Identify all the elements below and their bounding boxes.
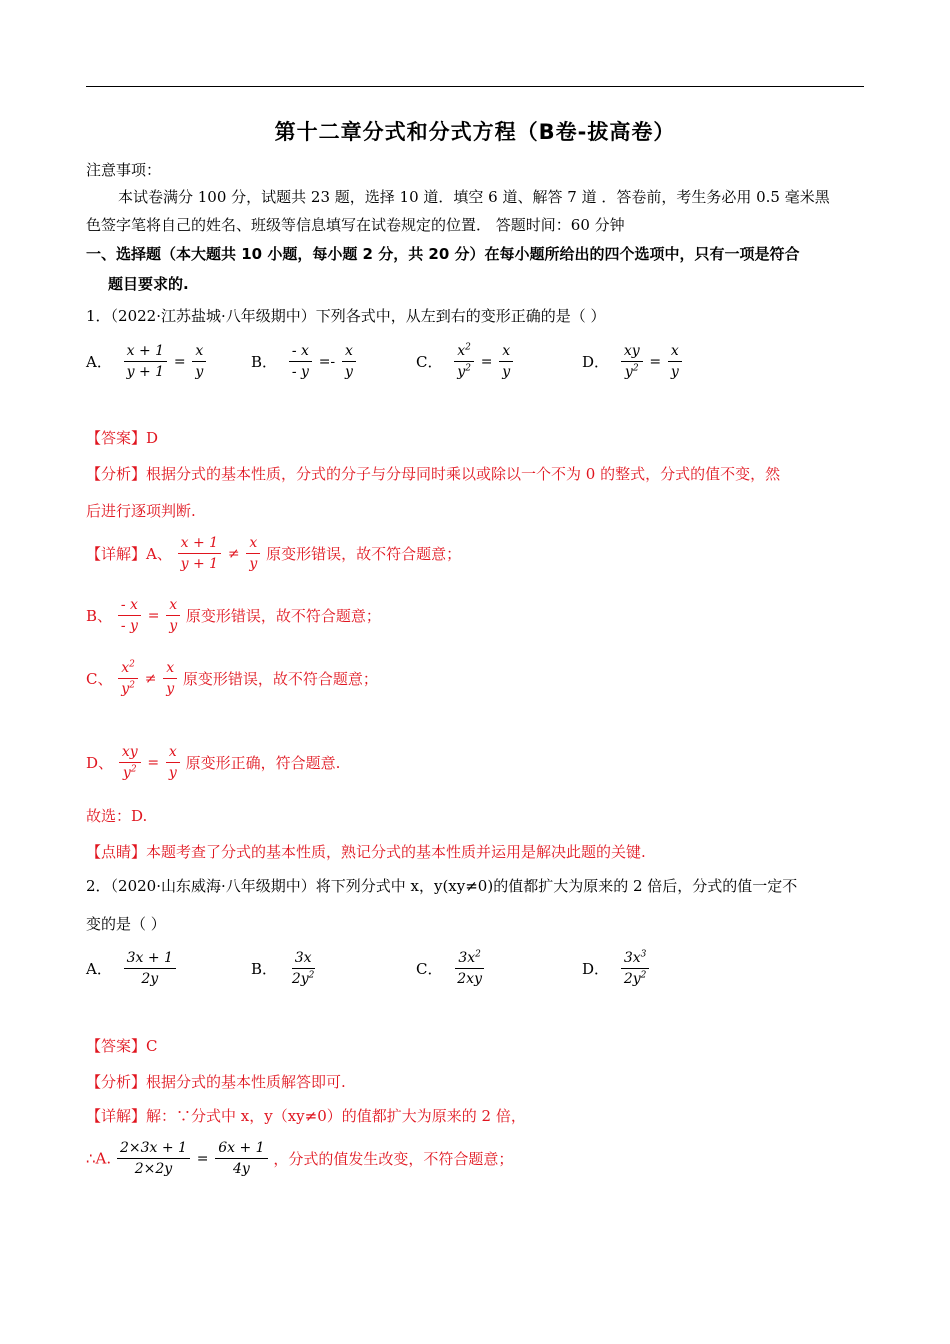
detail-text: 原变形正确，符合题意. <box>185 754 341 772</box>
fraction <box>166 744 180 781</box>
fraction: $\frac{3x^3}{2y^2}$ <box>621 950 650 987</box>
fraction: $\frac{x^2}{y^2}$ <box>454 343 474 380</box>
denominator: y <box>168 765 177 781</box>
fraction <box>192 343 206 380</box>
denominator: 4y <box>232 1161 250 1177</box>
fraction: $\frac{3x}{2y^2}$ <box>291 950 315 987</box>
q1-option-b <box>251 343 357 380</box>
numerator: x <box>166 744 180 763</box>
q2-option-c <box>416 950 486 987</box>
option-label: C． <box>416 960 443 978</box>
numerator: xy <box>119 744 141 763</box>
numerator: 6x + 1 <box>215 1140 267 1159</box>
denominator: 2×2y <box>134 1161 173 1177</box>
option-label: B． <box>251 960 278 978</box>
operator: =- <box>318 353 336 370</box>
section-heading-line-1: 一、选择题（本大题共 10 小题，每小题 2 分，共 20 分）在每小题所给出的四个选项中，只有一项是符合 <box>86 245 800 263</box>
q2-option-b <box>251 950 318 987</box>
operator: = <box>649 353 662 370</box>
operator: ≠ <box>144 670 157 687</box>
numerator: x <box>121 660 130 676</box>
numerator: 2×3x + 1 <box>117 1140 190 1159</box>
q1-analysis-line-1: 【分析】根据分式的基本性质，分式的分子与分母同时乘以或除以一个不为 0 的整式，分式的值不变，然 <box>86 465 781 483</box>
numerator: xy <box>621 343 643 362</box>
numerator: x <box>457 343 466 359</box>
option-label: C． <box>416 353 443 371</box>
detail-prefix: ∴A. <box>86 1149 112 1168</box>
denominator: y + 1 <box>180 556 219 572</box>
q2-detail-a <box>86 1140 513 1177</box>
fraction <box>163 660 177 697</box>
fraction <box>289 343 312 380</box>
denominator: y + 1 <box>126 364 165 380</box>
numerator: x <box>342 343 356 362</box>
q1-detail-c <box>86 660 378 697</box>
denominator: y <box>195 364 204 380</box>
operator: = <box>147 607 160 624</box>
numerator: - x <box>118 597 141 616</box>
operator: = <box>480 353 493 370</box>
detail-prefix: 【详解】A、 <box>86 545 172 563</box>
numerator: 3x <box>623 950 641 966</box>
page-title: 第十二章分式和分式方程（B卷-拔高卷） <box>274 120 676 144</box>
q1-analysis-line-2: 后进行逐项判断. <box>86 502 196 520</box>
fraction <box>124 950 176 987</box>
denominator: y <box>344 364 353 380</box>
section-heading-line-2: 题目要求的. <box>108 275 189 293</box>
operator: = <box>173 353 186 370</box>
fraction <box>166 597 180 634</box>
denominator: y <box>122 765 131 781</box>
operator: = <box>147 754 160 771</box>
detail-text: 原变形错误，故不符合题意； <box>185 607 381 625</box>
fraction <box>668 343 682 380</box>
fraction <box>246 535 260 572</box>
q2-detail: 【详解】解：∵分式中 x，y（xy≠0）的值都扩大为原来的 2 倍， <box>86 1107 526 1125</box>
q2-stem-line-2: 变的是（ ） <box>86 915 166 933</box>
q1-answer: 【答案】D <box>86 429 159 447</box>
fraction <box>499 343 513 380</box>
q2-option-a <box>86 950 177 987</box>
numerator: 3x <box>292 950 315 969</box>
q1-stem: 1．（2022·江苏盐城·八年级期中）下列各式中，从左到右的变形正确的是（ ） <box>86 307 606 325</box>
fraction <box>342 343 356 380</box>
notice-line-2: 色签字笔将自己的姓名、班级等信息填写在试卷规定的位置． 答题时间：60 分钟 <box>86 216 625 234</box>
q1-conclusion: 故选：D. <box>86 807 148 825</box>
option-label: D． <box>582 960 610 978</box>
denominator: - y <box>291 364 309 380</box>
numerator: x <box>668 343 682 362</box>
q2-stem-line-1: 2．（2020·山东威海·八年级期中）将下列分式中 x，y(xy≠0)的值都扩大为原来的 2 倍后，分式的值一定不 <box>86 877 798 895</box>
q1-detail-a <box>86 535 461 572</box>
numerator: 3x <box>458 950 476 966</box>
fraction: $\frac{x^2}{y^2}$ <box>118 660 138 697</box>
numerator: x <box>192 343 206 362</box>
denominator: y <box>121 681 130 697</box>
q1-option-d <box>582 343 683 380</box>
fraction <box>178 535 221 572</box>
denominator: 2y <box>141 971 159 987</box>
notice-line-1: 本试卷满分 100 分，试题共 23 题，选择 10 道．填空 6 道、解答 7 道 ．答卷前，考生务必用 0.5 毫米黑 <box>118 188 830 206</box>
header-rule <box>86 86 864 87</box>
option-label: A． <box>86 960 112 978</box>
q1-option-c <box>416 343 514 380</box>
fraction <box>215 1140 267 1177</box>
fraction <box>118 597 141 634</box>
denominator: y <box>624 364 633 380</box>
numerator: x + 1 <box>178 535 221 554</box>
numerator: x <box>246 535 260 554</box>
option-label: B． <box>251 353 278 371</box>
operator: = <box>196 1150 209 1167</box>
q1-detail-b <box>86 597 381 634</box>
numerator: x + 1 <box>124 343 167 362</box>
q1-detail-d <box>86 744 340 781</box>
option-label: A． <box>86 353 112 371</box>
q1-comment: 【点睛】本题考查了分式的基本性质，熟记分式的基本性质并运用是解决此题的关键. <box>86 843 646 861</box>
denominator: 2y <box>623 971 641 987</box>
detail-text: 原变形错误，故不符合题意； <box>182 670 378 688</box>
denominator: y <box>670 364 679 380</box>
denominator: y <box>169 618 178 634</box>
denominator: 2y <box>291 971 309 987</box>
detail-text: 原变形错误，故不符合题意； <box>266 545 462 563</box>
fraction <box>117 1140 190 1177</box>
detail-prefix: B、 <box>86 607 113 625</box>
operator: ≠ <box>227 545 240 562</box>
numerator: x <box>166 597 180 616</box>
denominator: y <box>457 364 466 380</box>
denominator: - y <box>120 618 138 634</box>
detail-prefix: C、 <box>86 670 113 688</box>
numerator: 3x + 1 <box>124 950 176 969</box>
denominator: y <box>249 556 258 572</box>
q2-analysis: 【分析】根据分式的基本性质解答即可. <box>86 1073 346 1091</box>
denominator: y <box>502 364 511 380</box>
q2-option-d <box>582 950 650 987</box>
fraction: $\frac{xy}{y^2}$ <box>621 343 643 380</box>
fraction: $\frac{xy}{y^2}$ <box>119 744 141 781</box>
q1-option-a <box>86 343 207 380</box>
numerator: x <box>499 343 513 362</box>
denominator: 2xy <box>457 971 482 987</box>
option-label: D． <box>582 353 610 371</box>
q2-answer: 【答案】C <box>86 1037 158 1055</box>
fraction: $\frac{3x^2}{2xy}$ <box>454 950 485 987</box>
denominator: y <box>166 681 175 697</box>
fraction <box>124 343 167 380</box>
numerator: x <box>163 660 177 679</box>
notice-heading: 注意事项： <box>86 161 162 179</box>
numerator: - x <box>289 343 312 362</box>
detail-prefix: D、 <box>86 754 114 772</box>
detail-text: ，分式的值发生改变，不符合题意； <box>273 1150 514 1168</box>
